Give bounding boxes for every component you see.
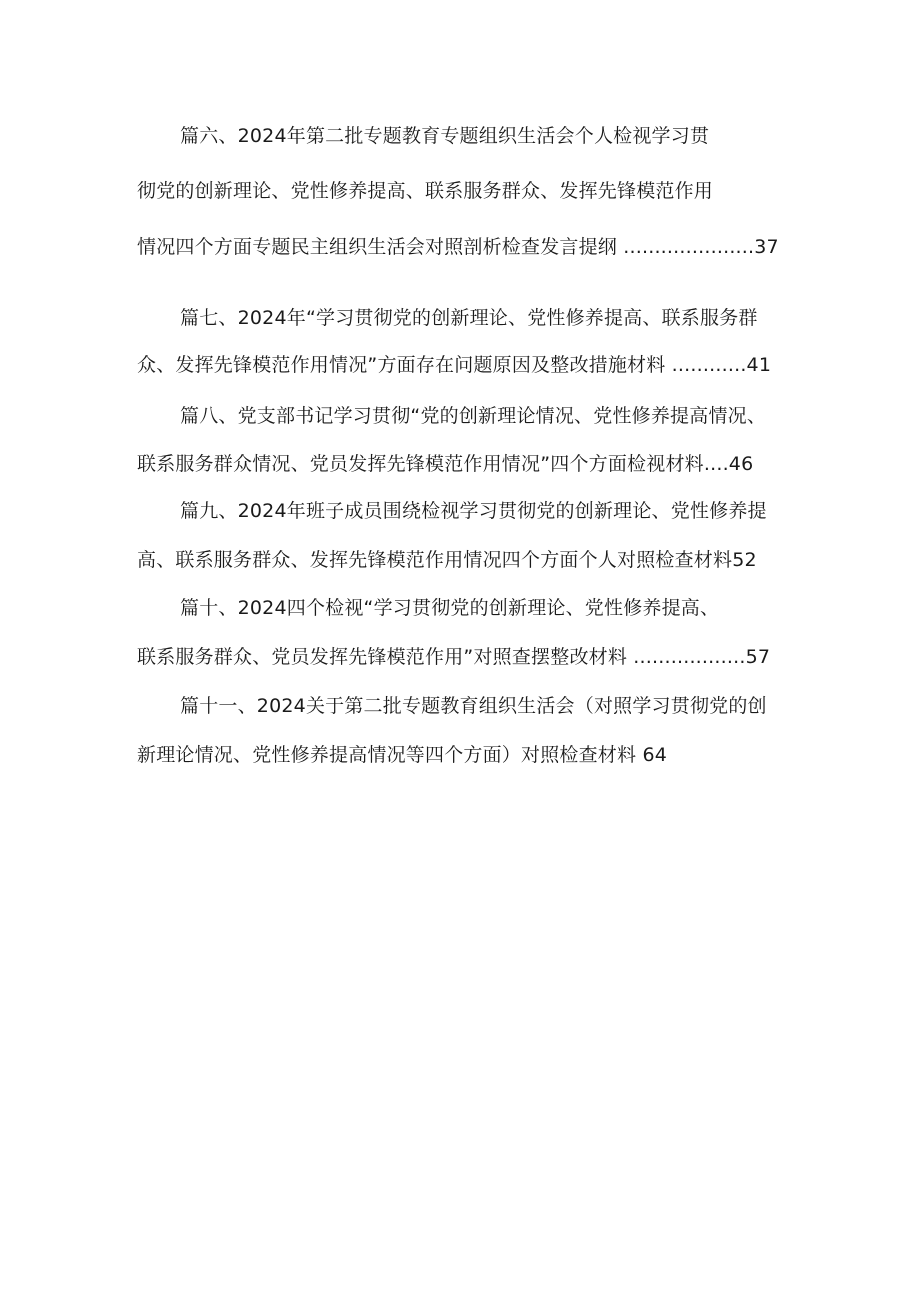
toc-entry-6-line-2: 彻党的创新理论、党性修养提高、联系服务群众、发挥先锋模范作用 <box>137 180 714 202</box>
toc-entry-10-line-2: 联系服务群众、党员发挥先锋模范作用”对照查摆整改材料 ..................57 <box>137 646 771 668</box>
toc-entry-7-line-2: 众、发挥先锋模范作用情况”方面存在问题原因及整改措施材料 ............41 <box>137 354 772 376</box>
toc-entry-11-line-1: 篇十一、2024关于第二批专题教育组织生活会（对照学习贯彻党的创 <box>180 695 767 717</box>
toc-entry-10-line-1: 篇十、2024四个检视“学习贯彻党的创新理论、党性修养提高、 <box>180 597 720 619</box>
toc-entry-9-line-2: 高、联系服务群众、发挥先锋模范作用情况四个方面个人对照检查材料52 <box>137 549 757 571</box>
toc-entry-7-line-1: 篇七、2024年“学习贯彻党的创新理论、党性修养提高、联系服务群 <box>180 307 758 329</box>
toc-entry-11-line-2: 新理论情况、党性修养提高情况等四个方面）对照检查材料 64 <box>137 744 668 766</box>
toc-entry-6-line-3: 情况四个方面专题民主组织生活会对照剖析检查发言提纲 .....................37 <box>137 236 779 258</box>
toc-entry-8-line-1: 篇八、党支部书记学习贯彻“党的创新理论情况、党性修养提高情况、 <box>180 405 767 427</box>
toc-entry-9-line-1: 篇九、2024年班子成员围绕检视学习贯彻党的创新理论、党性修养提 <box>180 500 767 522</box>
toc-entry-8-line-2: 联系服务群众情况、党员发挥先锋模范作用情况”四个方面检视材料....46 <box>137 453 754 475</box>
toc-entry-6-line-1: 篇六、2024年第二批专题教育专题组织生活会个人检视学习贯 <box>180 125 710 147</box>
